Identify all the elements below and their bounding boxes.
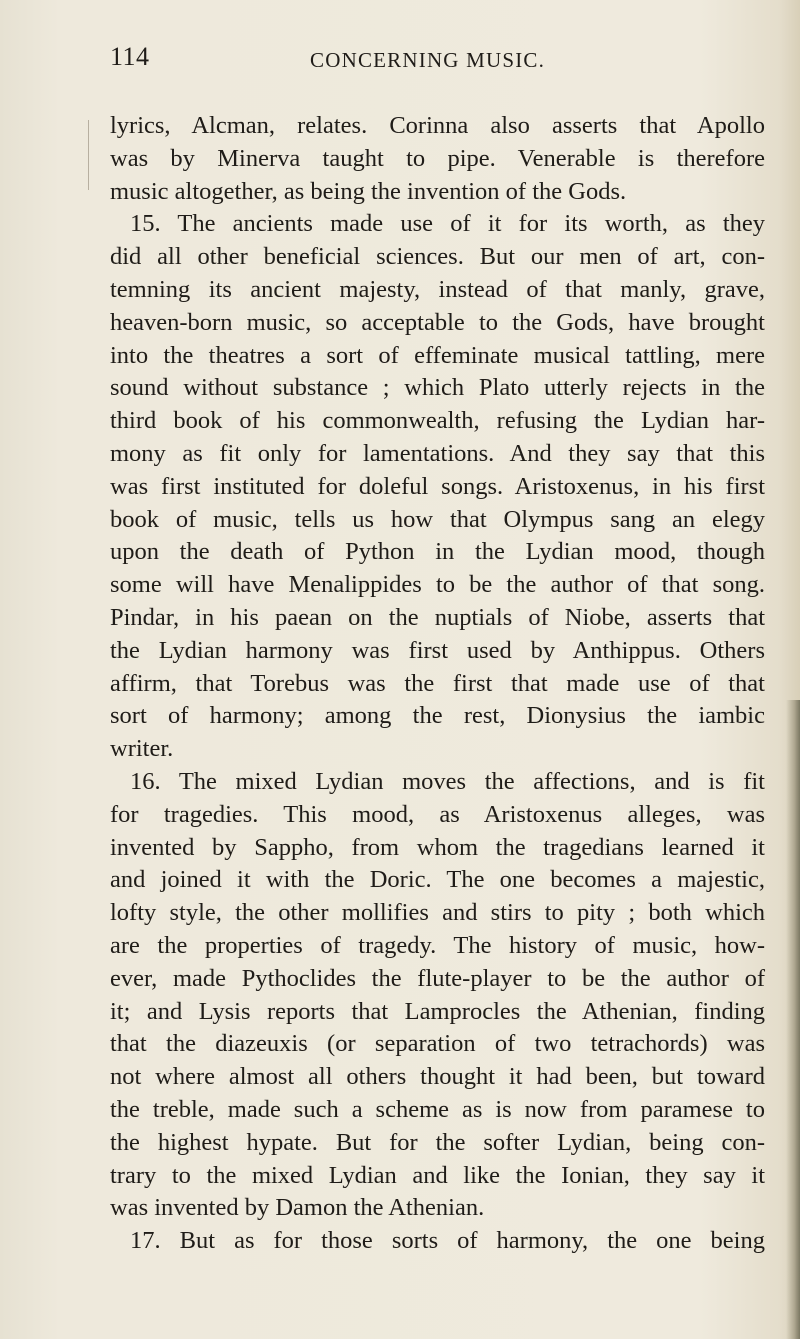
margin-mark bbox=[88, 120, 95, 190]
text-line: Pindar, in his paean on the nuptials of Niobe, asserts that bbox=[110, 603, 765, 631]
running-head: CONCERNING MUSIC. bbox=[310, 48, 546, 72]
paragraph-start-line: 17. But as for those sorts of harmony, the one being bbox=[130, 1227, 765, 1255]
text-line: for tragedies. This mood, as Aristoxenus alleges, was bbox=[110, 800, 765, 828]
text-line: lyrics, Alcman, relates. Corinna also asserts that Apollo bbox=[110, 112, 765, 139]
text-line: was by Minerva taught to pipe. Venerable is therefore bbox=[110, 144, 765, 172]
text-line: sort of harmony; among the rest, Dionysius the iambic bbox=[110, 702, 765, 730]
page-number: 114 bbox=[110, 42, 150, 71]
text-line: writer. bbox=[110, 735, 174, 763]
text-line: was first instituted for doleful songs. Aristoxenus, in his first bbox=[110, 472, 765, 500]
paragraph-start-line: 16. The mixed Lydian moves the affections, and is fit bbox=[130, 767, 765, 795]
text-line: was invented by Damon the Athenian. bbox=[110, 1194, 485, 1222]
text-line: ever, made Pythoclides the flute-player to be the author of bbox=[110, 964, 765, 992]
text-line: temning its ancient majesty, instead of that manly, grave, bbox=[110, 275, 765, 303]
text-line: the treble, made such a scheme as is now from paramese to bbox=[110, 1095, 765, 1123]
text-line: it; and Lysis reports that Lamprocles the Athenian, finding bbox=[110, 997, 765, 1025]
text-line: are the properties of tragedy. The history of music, how- bbox=[110, 931, 765, 959]
text-line: music altogether, as being the invention of the Gods. bbox=[110, 177, 627, 205]
text-line: heaven-born music, so acceptable to the Gods, have brought bbox=[110, 308, 765, 336]
text-line: mony as fit only for lamentations. And they say that this bbox=[110, 439, 765, 467]
text-line: did all other beneficial sciences. But our men of art, con- bbox=[110, 243, 765, 271]
page-edge-stain bbox=[786, 700, 800, 1339]
body-text bbox=[110, 110, 765, 1258]
text-line: some will have Menalippides to be the author of that song. bbox=[110, 571, 765, 599]
text-line: lofty style, the other mollifies and stirs to pity ; both which bbox=[110, 899, 765, 927]
text-line: invented by Sappho, from whom the tragedians learned it bbox=[110, 833, 765, 861]
text-line: trary to the mixed Lydian and like the Ionian, they say it bbox=[110, 1161, 765, 1189]
page-header bbox=[0, 42, 800, 82]
text-line: the highest hypate. But for the softer Lydian, being con- bbox=[110, 1128, 765, 1156]
text-line: the Lydian harmony was first used by Anthippus. Others bbox=[110, 636, 765, 664]
text-line: upon the death of Python in the Lydian mood, though bbox=[110, 538, 765, 566]
text-line: affirm, that Torebus was the first that made use of that bbox=[110, 669, 765, 697]
paragraph-start-line: 15. The ancients made use of it for its worth, as they bbox=[130, 210, 765, 238]
text-line: third book of his commonwealth, refusing the Lydian har- bbox=[110, 407, 765, 435]
text-line: book of music, tells us how that Olympus sang an elegy bbox=[110, 505, 765, 533]
text-line: into the theatres a sort of effeminate musical tattling, mere bbox=[110, 341, 765, 369]
text-line: that the diazeuxis (or separation of two tetrachords) was bbox=[110, 1030, 765, 1058]
text-line: and joined it with the Doric. The one becomes a majestic, bbox=[110, 866, 765, 894]
text-line: sound without substance ; which Plato utterly rejects in the bbox=[110, 374, 765, 402]
text-line: not where almost all others thought it had been, but toward bbox=[110, 1063, 765, 1091]
